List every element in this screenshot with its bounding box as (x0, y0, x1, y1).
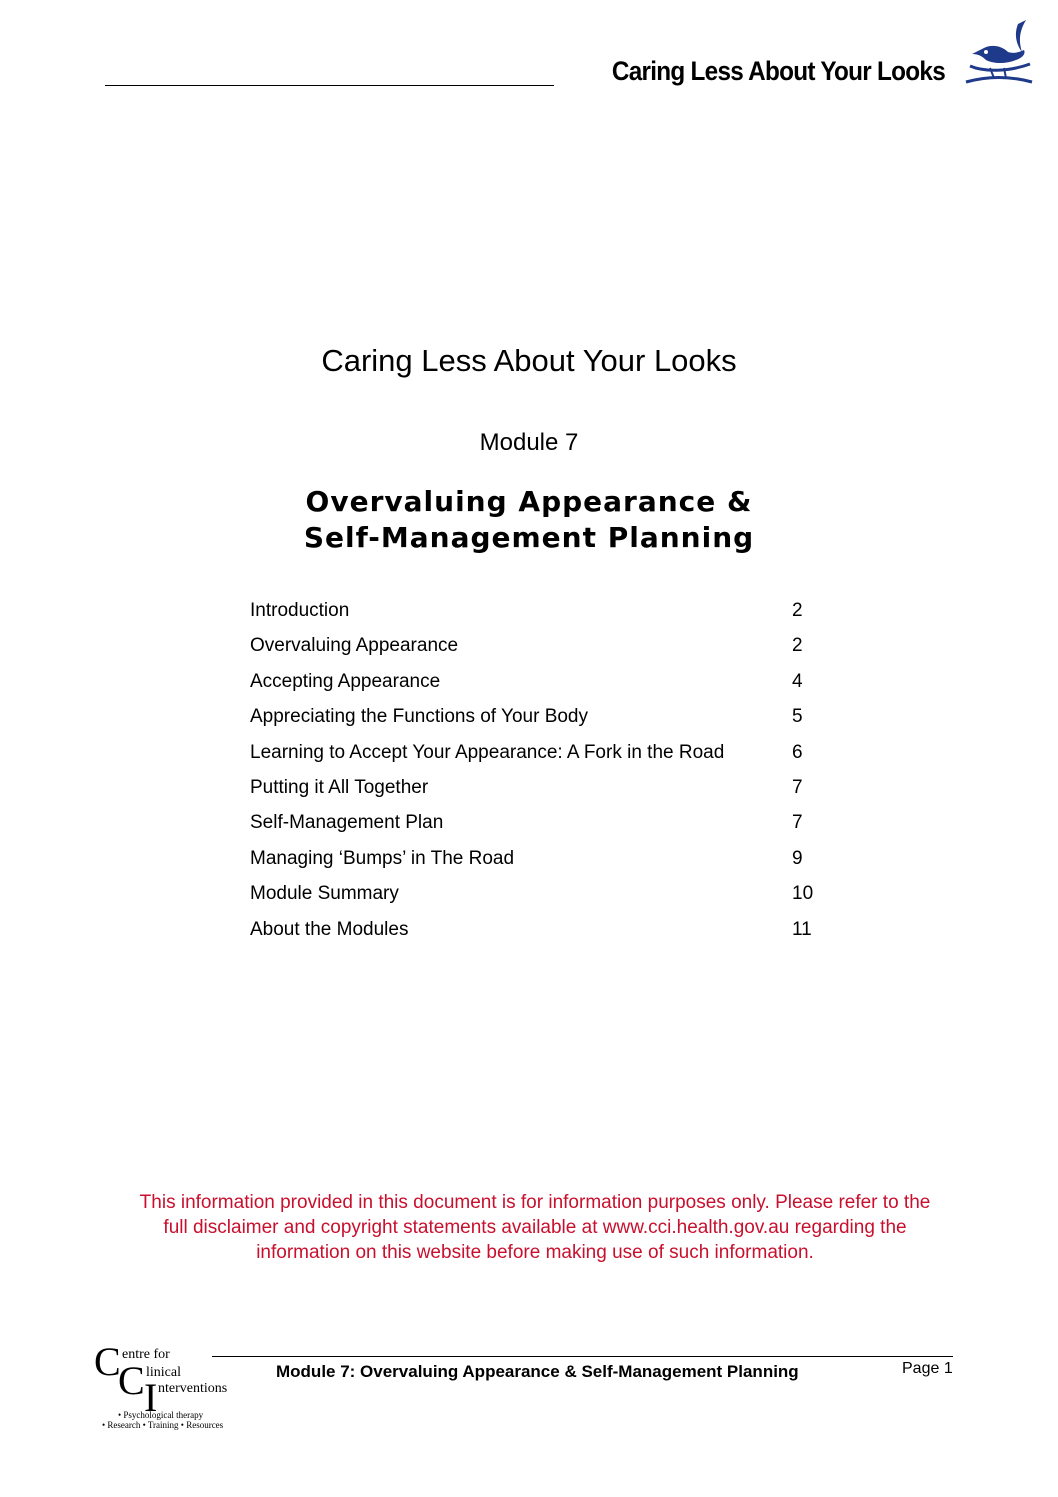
toc-row[interactable] (250, 631, 830, 666)
toc-label: Putting it All Together (250, 776, 429, 798)
toc-page-number: 6 (792, 741, 803, 763)
disclaimer-line-3: information on this website before making use of such information. (256, 1242, 814, 1263)
toc-row[interactable] (250, 915, 830, 950)
toc-page-number: 7 (792, 776, 803, 798)
toc-page-number: 4 (792, 670, 803, 692)
logo-letter: I (144, 1375, 158, 1420)
logo-text: entre for (122, 1347, 170, 1362)
toc-label: Module Summary (250, 883, 399, 905)
toc-page-number: 11 (792, 918, 812, 940)
subtitle-line-2: Self-Management Planning (303, 521, 755, 554)
toc-row[interactable] (250, 667, 830, 702)
table-of-contents (250, 596, 830, 950)
toc-page-number: 7 (792, 812, 803, 834)
toc-row[interactable] (250, 702, 830, 737)
document-title: Caring Less About Your Looks (321, 343, 737, 378)
toc-row[interactable] (250, 773, 830, 808)
disclaimer-line-2: full disclaimer and copyright statements available at www.cci.health.gov.au regarding the (163, 1217, 907, 1238)
toc-row[interactable] (250, 808, 830, 843)
toc-page-number: 10 (792, 883, 814, 905)
toc-row[interactable] (250, 844, 830, 879)
logo-tagline: • Psychological therapy (118, 1410, 204, 1420)
logo-tagline: • Research • Training • Resources (102, 1420, 224, 1430)
logo-letter: C (118, 1358, 145, 1403)
disclaimer-text (110, 1190, 960, 1265)
toc-label: Accepting Appearance (250, 670, 441, 692)
module-subtitle (0, 484, 1058, 556)
toc-label: Appreciating the Functions of Your Body (250, 706, 589, 728)
toc-label: Learning to Accept Your Appearance: A Fork in the Road (250, 741, 725, 763)
toc-label: About the Modules (250, 918, 409, 940)
subtitle-line-1: Overvaluing Appearance & (305, 485, 753, 518)
toc-page-number: 9 (792, 847, 803, 869)
footer-rule (212, 1356, 953, 1357)
logo-text: linical (146, 1365, 181, 1380)
disclaimer-line-1: This information provided in this document is for information purposes only. Please refer to the (139, 1192, 931, 1213)
footer-module-title: Module 7: Overvaluing Appearance & Self-Management Planning (276, 1362, 799, 1381)
module-number: Module 7 (479, 429, 579, 456)
toc-label: Managing ‘Bumps’ in The Road (250, 847, 515, 869)
header-rule (105, 85, 554, 86)
toc-page-number: 5 (792, 706, 803, 728)
logo-text: nterventions (158, 1381, 228, 1396)
toc-label: Introduction (250, 600, 350, 621)
toc-row[interactable] (250, 879, 830, 914)
logo-letter: C (94, 1339, 121, 1384)
toc-row[interactable] (250, 738, 830, 773)
header-title: Caring Less About Your Looks (611, 56, 945, 86)
toc-label: Overvaluing Appearance (250, 635, 459, 657)
bird-on-nest-icon (960, 16, 1034, 88)
page-number: Page 1 (902, 1360, 953, 1377)
toc-page-number: 2 (792, 600, 803, 621)
toc-row[interactable] (250, 596, 830, 631)
toc-label: Self-Management Plan (250, 812, 444, 834)
toc-page-number: 2 (792, 635, 803, 657)
